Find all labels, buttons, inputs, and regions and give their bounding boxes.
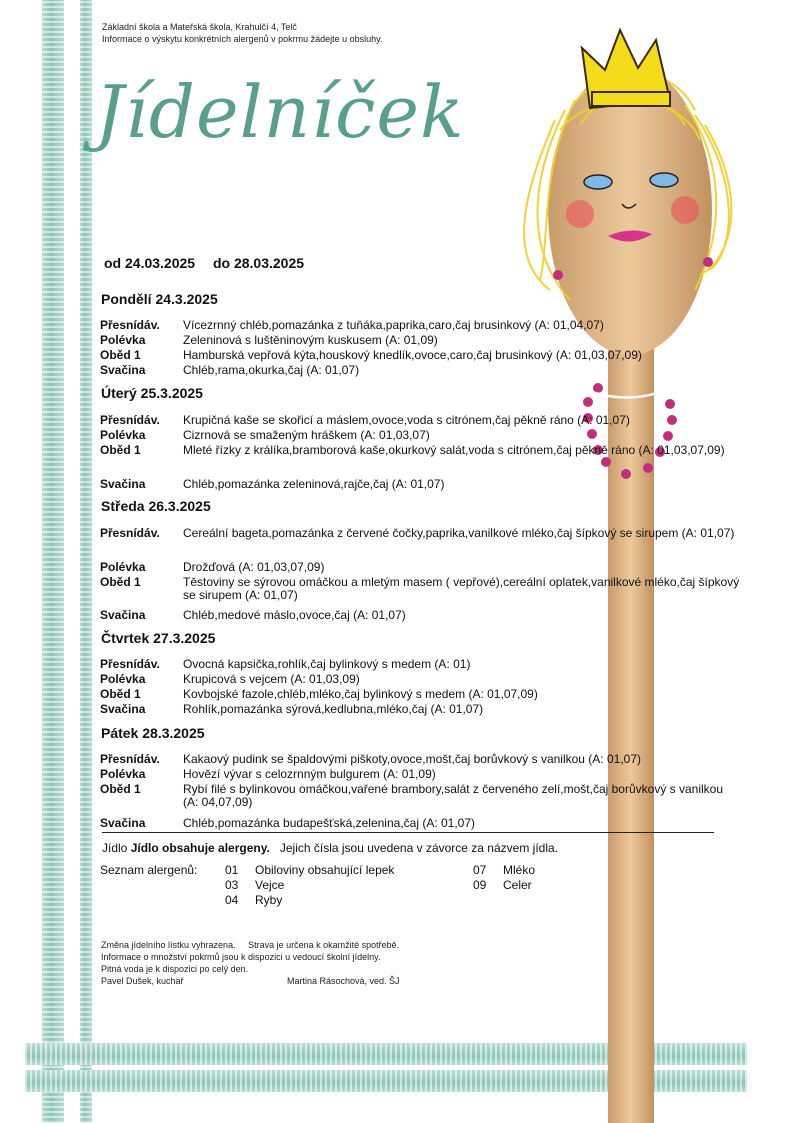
day-title-thursday: Čtvrtek 27.3.2025 (101, 630, 216, 646)
meal-text: Hamburská vepřová kýta,houskový knedlík,ovoce,caro,čaj brusinkový (A: 01,03,07,09) (183, 348, 642, 362)
footer-line-3: Pitná voda je k dispozici po celý den. (101, 964, 249, 974)
meal-text: Kovbojské fazole,chléb,mléko,čaj bylinkový s medem (A: 01,07,09) (183, 687, 538, 701)
meal-text: Vícezrnný chléb,pomazánka z tuňáka,paprika,caro,čaj brusinkový (A: 01,04,07) (183, 318, 604, 332)
allergen-code: 09 (473, 878, 487, 892)
footer-cook: Pavel Dušek, kuchař (101, 976, 184, 986)
meal-text: Chléb,medové máslo,ovoce,čaj (A: 01,07) (183, 608, 406, 622)
allergen-item (225, 863, 394, 877)
date-range (104, 255, 318, 271)
meal-label: Oběd 1 (100, 348, 141, 362)
meal-text: Krupičná kaše se skořicí a máslem,ovoce,voda s citrónem,čaj pěkně ráno (A: 01,07) (183, 413, 630, 427)
footer-line-2: Informace o množství pokrmů jsou k dispozici u vedoucí školní jídelny. (101, 952, 381, 962)
allergen-item (473, 863, 535, 877)
meal-label: Přesnídáv. (100, 657, 160, 671)
allergen-name: Ryby (255, 893, 283, 907)
allergen-note-intro: Jídlo (102, 841, 131, 855)
allergen-note (102, 841, 558, 855)
day-title-wednesday: Středa 26.3.2025 (101, 498, 211, 514)
meal-label: Svačina (100, 608, 146, 622)
meal-label: Oběd 1 (100, 782, 141, 796)
meal-label: Polévka (100, 672, 146, 686)
right-eye (650, 173, 678, 187)
meal-label: Polévka (100, 560, 146, 574)
right-cheek (671, 196, 699, 224)
meal-label: Přesnídáv. (100, 526, 160, 540)
left-cheek (566, 200, 594, 228)
date-to: do 28.03.2025 (212, 255, 305, 271)
meal-label: Přesnídáv. (100, 318, 160, 332)
meal-text: Chléb,pomazánka budapešťská,zelenina,čaj (A: 01,07) (183, 816, 476, 830)
meal-label: Svačina (100, 363, 146, 377)
allergen-name: Obiloviny obsahující lepek (255, 863, 395, 877)
meal-text: Hovězí vývar s celozrnným bulgurem (A: 01,09) (183, 767, 436, 781)
footer-manager: Martina Rásochová, ved. ŠJ (287, 976, 400, 986)
allergen-code: 04 (225, 893, 239, 907)
tablecloth-stripe-left (42, 0, 64, 1123)
allergen-note-bold: Jídlo obsahuje alergeny. (130, 841, 270, 855)
allergen-code: 01 (225, 863, 239, 877)
allergen-code: 07 (473, 863, 487, 877)
allergen-code: 03 (225, 878, 239, 892)
footer-consumption-notice: Strava je určena k okamžité spotřebě. (248, 940, 400, 950)
allergen-name: Celer (503, 878, 532, 892)
meal-label: Polévka (100, 767, 146, 781)
meal-text: Chléb,rama,okurka,čaj (A: 01,07) (183, 363, 360, 377)
meal-text: Zeleninová s luštěninovým kuskusem (A: 01,09) (183, 333, 438, 347)
meal-label: Polévka (100, 428, 146, 442)
day-title-tuesday: Úterý 25.3.2025 (101, 385, 203, 401)
day-title-friday: Pátek 28.3.2025 (101, 725, 205, 741)
meal-text: Krupicová s vejcem (A: 01,03,09) (183, 672, 360, 686)
allergen-list-heading: Seznam alergenů: (100, 863, 198, 877)
meal-label: Svačina (100, 702, 146, 716)
meal-text: Rybí filé s bylinkovou omáčkou,vařené brambory,salát z červeného zelí,mošt,čaj borůvkový s vanilkou (A: 04,07,09) (183, 782, 724, 809)
date-from: od 24.03.2025 (104, 255, 196, 271)
footer-line-1 (101, 940, 399, 950)
allergen-name: Vejce (255, 878, 285, 892)
allergen-name: Mléko (503, 863, 536, 877)
meal-label: Svačina (100, 816, 146, 830)
meal-label: Oběd 1 (100, 443, 141, 457)
allergen-item (225, 893, 282, 907)
meal-text: Rohlík,pomazánka sýrová,kedlubna,mléko,čaj (A: 01,07) (183, 702, 484, 716)
meal-label: Přesnídáv. (100, 413, 160, 427)
meal-text: Těstoviny se sýrovou omáčkou a mletým masem ( vepřové),cereální oplatek,vanilkové mléko,čaj šípkový se sirupem (A: 01,07) (183, 575, 740, 602)
allergen-item (473, 878, 532, 892)
footer-change-notice: Změna jídelního lístku vyhrazena. (101, 940, 236, 950)
meal-text: Mleté řízky z králíka,bramborová kaše,okurkový salát,voda s citrónem,čaj pěkně ráno (A: 01,03,07,09) (183, 443, 725, 457)
school-name: Základní škola a Mateřská škola, Krahulčí 4, Telč (102, 22, 297, 32)
meal-label: Přesnídáv. (100, 752, 160, 766)
meal-text: Cereální bageta,pomazánka z červené čočky,paprika,vanilkové mléko,čaj šípkový se sirupem (A: 01,07) (183, 526, 735, 540)
section-divider (102, 832, 714, 833)
tablecloth-stripe-left-thin (80, 0, 92, 1123)
page-title: Jídelníček (95, 70, 465, 154)
meal-label: Oběd 1 (100, 687, 141, 701)
meal-text: Kakaový pudink se špaldovými piškoty,ovoce,mošt,čaj borůvkový s vanilkou (A: 01,07) (183, 752, 641, 766)
left-eye (584, 175, 612, 189)
allergen-note-rest: Jejich čísla jsou uvedena v závorce za názvem jídla. (279, 841, 558, 855)
meal-label: Polévka (100, 333, 146, 347)
meal-text: Ovocná kapsička,rohlík,čaj bylinkový s medem (A: 01) (183, 657, 471, 671)
meal-text: Drožďová (A: 01,03,07,09) (183, 560, 325, 574)
meal-text: Cizrnová se smaženým hráškem (A: 01,03,07) (183, 428, 430, 442)
meal-label: Svačina (100, 477, 146, 491)
day-title-monday: Pondělí 24.3.2025 (101, 291, 218, 307)
allergen-item (225, 878, 284, 892)
allergen-info-line: Informace o výskytu konkrétních alergenů v pokrmu žádejte u obsluhy. (102, 34, 383, 44)
meal-text: Chléb,pomazánka zeleninová,rajče,čaj (A: 01,07) (183, 477, 445, 491)
meal-label: Oběd 1 (100, 575, 141, 589)
